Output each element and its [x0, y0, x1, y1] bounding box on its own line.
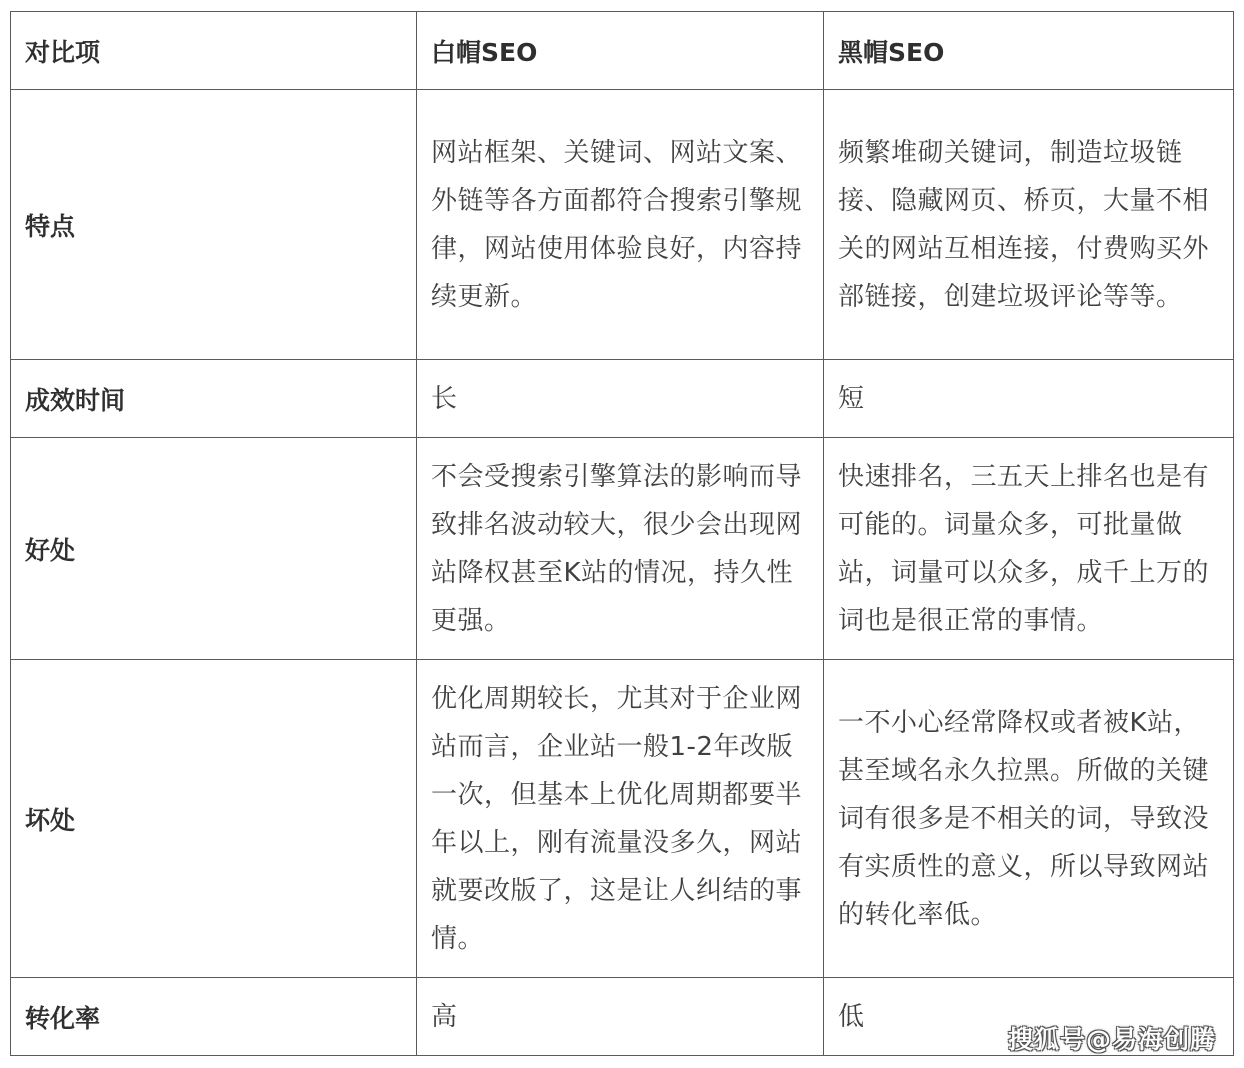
cell-black-features: 频繁堆砌关键词，制造垃圾链接、隐藏网页、桥页，大量不相关的网站互相连接，付费购买外部链接，创建垃圾评论等等。	[824, 90, 1234, 360]
row-label-advantages: 好处	[11, 438, 417, 660]
cell-black-effect-time: 短	[824, 360, 1234, 438]
cell-black-disadvantages: 一不小心经常降权或者被K站，甚至域名永久拉黑。所做的关键词有很多是不相关的词，导致没有实质性的意义，所以导致网站的转化率低。	[824, 660, 1234, 978]
row-label-disadvantages: 坏处	[11, 660, 417, 978]
table-row	[11, 438, 1234, 660]
seo-comparison-table	[10, 11, 1234, 1056]
header-black-hat-seo: 黑帽SEO	[824, 12, 1234, 90]
cell-black-conversion-rate: 低	[824, 978, 1234, 1056]
cell-white-features: 网站框架、关键词、网站文案、外链等各方面都符合搜索引擎规律，网站使用体验良好，内容持续更新。	[417, 90, 824, 360]
cell-white-disadvantages: 优化周期较长，尤其对于企业网站而言，企业站一般1-2年改版一次，但基本上优化周期都要半年以上，刚有流量没多久，网站就要改版了，这是让人纠结的事情。	[417, 660, 824, 978]
table-row	[11, 360, 1234, 438]
header-white-hat-seo: 白帽SEO	[417, 12, 824, 90]
watermark: 搜狐号@易海创腾	[1007, 1025, 1216, 1054]
header-comparison-item: 对比项	[11, 12, 417, 90]
table-row	[11, 660, 1234, 978]
row-label-conversion-rate: 转化率	[11, 978, 417, 1056]
cell-white-effect-time: 长	[417, 360, 824, 438]
row-label-effect-time: 成效时间	[11, 360, 417, 438]
table-row	[11, 90, 1234, 360]
cell-white-conversion-rate: 高	[417, 978, 824, 1056]
cell-white-advantages: 不会受搜索引擎算法的影响而导致排名波动较大，很少会出现网站降权甚至K站的情况，持久性更强。	[417, 438, 824, 660]
cell-black-advantages: 快速排名，三五天上排名也是有可能的。词量众多，可批量做站，词量可以众多，成千上万的词也是很正常的事情。	[824, 438, 1234, 660]
row-label-features: 特点	[11, 90, 417, 360]
table-header-row	[11, 12, 1234, 90]
